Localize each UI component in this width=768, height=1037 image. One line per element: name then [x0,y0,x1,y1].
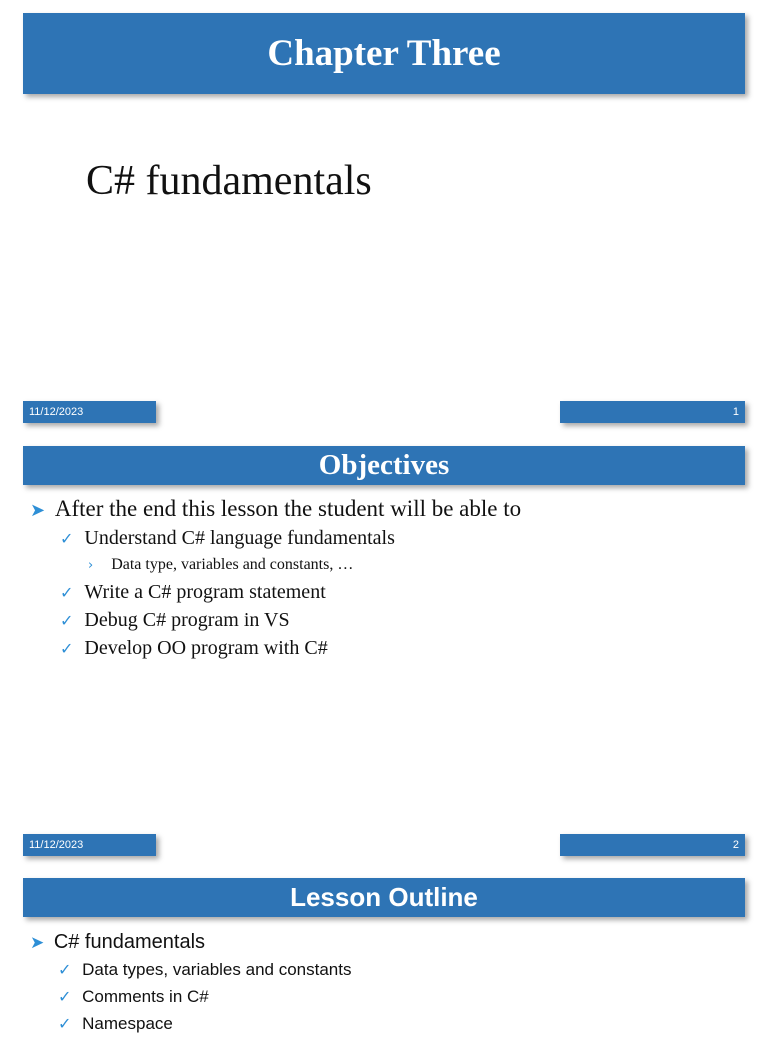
arrow-bullet-icon: ➤ [30,933,45,953]
objective-item-text: Understand C# language fundamentals [84,527,395,549]
checkmark-icon: ✓ [58,1014,72,1033]
slide-3-title: Lesson Outline [23,878,745,917]
outline-item-text: Comments in C# [82,987,209,1006]
checkmark-icon: ✓ [58,960,72,979]
objective-item [60,635,328,662]
objective-item [60,525,395,552]
objective-item [60,579,326,606]
objective-item-text: Write a C# program statement [84,581,326,603]
slide-1-date: 11/12/2023 [23,401,156,423]
checkmark-icon: ✓ [60,583,74,602]
outline-item-text: Data types, variables and constants [82,960,352,979]
checkmark-icon: ✓ [60,611,74,630]
slide-1 [0,0,768,432]
chevron-icon: › [88,558,94,573]
checkmark-icon: ✓ [60,529,74,548]
objectives-intro [30,495,521,525]
objective-item-text: Develop OO program with C# [84,637,328,659]
outline-item [58,957,351,983]
slide-1-title: Chapter Three [23,13,745,94]
checkmark-icon: ✓ [58,987,72,1006]
outline-intro [30,928,205,957]
objective-item-text: Debug C# program in VS [84,609,290,631]
objectives-intro-text: After the end this lesson the student will be able to [54,496,522,521]
slide-1-subtitle: C# fundamentals [86,158,372,204]
outline-item-text: Namespace [82,1014,173,1033]
outline-item [58,1011,173,1037]
objective-item [60,607,290,634]
slide-2-number: 2 [560,834,745,856]
checkmark-icon: ✓ [60,639,74,658]
slide-2-title: Objectives [23,446,745,485]
slide-1-number: 1 [560,401,745,423]
objective-subitem [88,554,353,577]
outline-intro-text: C# fundamentals [53,931,206,953]
slide-2-date: 11/12/2023 [23,834,156,856]
arrow-bullet-icon: ➤ [30,500,46,521]
objective-subitem-text: Data type, variables and constants, … [111,556,354,573]
outline-item [58,984,209,1010]
